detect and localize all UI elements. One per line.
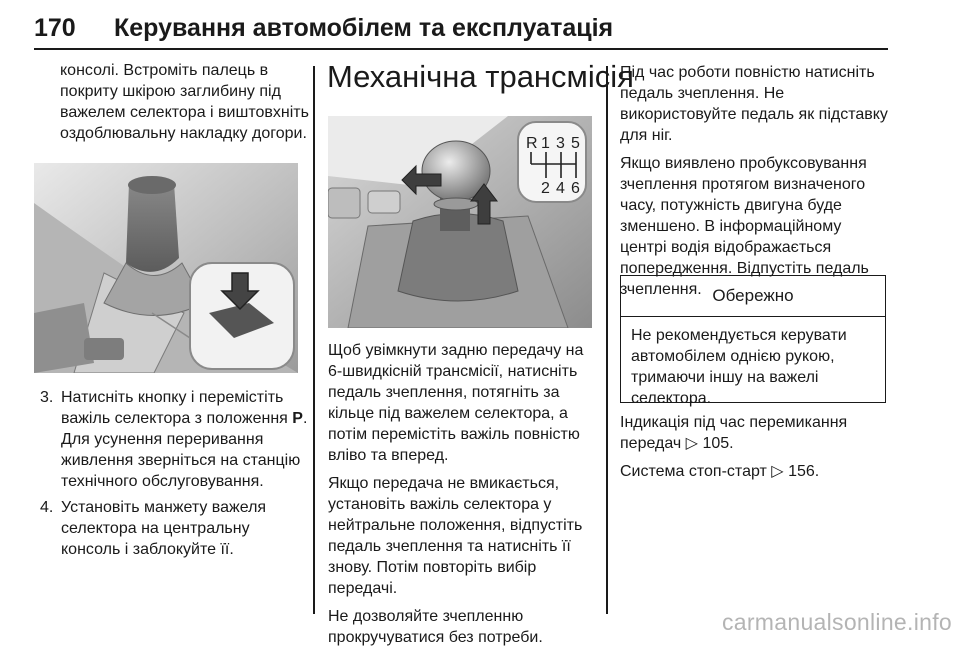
steps-list [40,387,308,565]
column-divider-left [313,66,315,614]
step-item [40,387,308,492]
step-number: 4. [40,499,54,516]
paragraph: Якщо виявлено пробуксовування зчеплення протягом визначеного часу, потужність двигуна буде зменшено. В інформаційному центрі водія відображається попередження. Відпустіть педаль зчеплення. [620,155,869,298]
column-3-body [620,62,888,307]
gear-label-2: 2 [541,180,550,197]
column-2-body [328,340,594,655]
warning-box [620,275,886,407]
step-text: Натисніть кнопку і перемістіть важіль селектора з положення P. Для усунення переривання живлення зверніться на станцію технічного обслуговування. [61,389,308,490]
figure-selector-lever-cover [34,163,298,373]
gear-label-1: 1 [541,135,550,152]
cross-reference[interactable]: Система стоп-старт ▷ 156. [620,463,820,480]
column-divider-right [606,66,608,614]
gear-label-6: 6 [571,180,580,197]
column-1-intro [60,60,310,151]
figure-manual-gear-lever [328,116,592,328]
step-number: 3. [40,389,54,406]
ref-page-number: 156 [788,463,815,480]
watermark: carmanualsonline.info [721,609,952,635]
chapter-title: Керування автомобілем та експлуатація [114,14,614,42]
ref-page-number: 105 [702,435,730,452]
paragraph: Якщо передача не вмикається, установіть важіль селектора у нейтральне положення, відпустіть педаль зчеплення та натисніть її знову. Потім повторіть вибір передачі. [328,475,583,597]
cross-reference[interactable]: Індикація під час перемикання передач ▷ 105. [620,414,848,452]
paragraph: Щоб увімкнути задню передачу на 6-швидкісній трансмісії, натисніть педаль зчеплення, потягніть за кільце під важелем селектора, а потім перемістіть важіль повністю вліво та вперед. [328,342,584,464]
column-3-references [620,412,888,489]
warning-title: Обережно [621,276,885,317]
header-rule [34,48,888,50]
gear-label-3: 3 [556,135,565,152]
step-item [40,497,308,560]
paragraph: Під час роботи повністю натисніть педаль зчеплення. Не використовуйте педаль як підставку для ніг. [620,64,888,144]
intro-paragraph: консолі. Встроміть палець в покриту шкірою заглибину під важелем селектора і виштовхніть оздоблювальну накладку догори. [60,62,309,142]
gear-label-4: 4 [556,180,565,197]
section-title: Механічна трансмісія [327,59,634,94]
gear-label-5: 5 [571,135,580,152]
step-text: Установіть манжету важеля селектора на центральну консоль і заблокуйте її. [61,499,267,558]
page-ref-arrow-icon: ▷ [685,435,698,452]
page-header [34,6,890,46]
paragraph: Не дозволяйте зчепленню прокручуватися без потреби. [328,608,543,646]
page-number: 170 [34,14,76,42]
gear-label-r: R [526,135,538,152]
page-ref-arrow-icon: ▷ [771,463,784,480]
position-p: P [292,410,303,427]
warning-text: Не рекомендується керувати автомобілем однією рукою, тримаючи іншу на важелі селектора. [631,327,847,407]
